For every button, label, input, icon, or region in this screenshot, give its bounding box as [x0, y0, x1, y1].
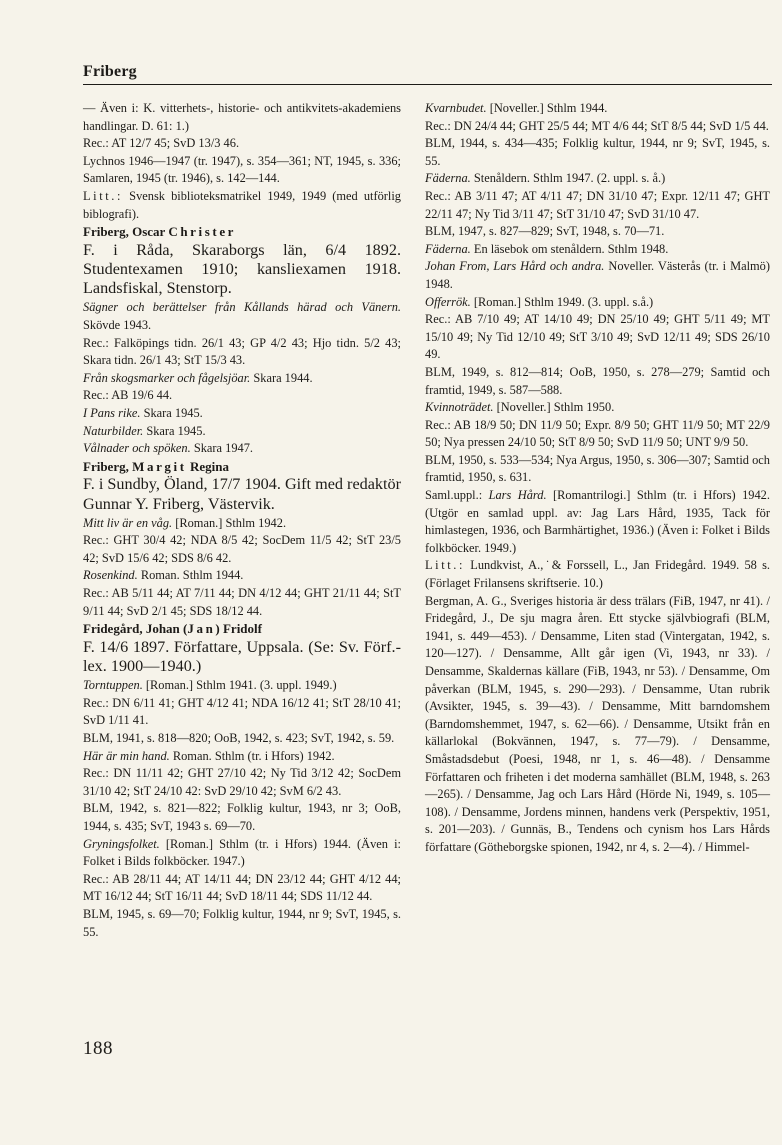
work-line — [83, 748, 401, 766]
work-details: Roman. Sthlm (tr. i Hfors) 1942. — [169, 748, 335, 763]
work-details: [Roman.] Sthlm 1942. — [172, 515, 287, 530]
literature-line: BLM, 1942, s. 821—822; Folklig kultur, 1943, nr 3; OoB, 1944, s. 435; SvT, 1943 s. 69—70. — [83, 801, 401, 834]
literature-line: BLM, 1945, s. 69—70; Folklig kultur, 1944, nr 9; SvT, 1945, s. 55. — [83, 906, 401, 939]
work-line — [83, 405, 401, 423]
work-line — [425, 258, 770, 293]
review-line: Rec.: GHT 30/4 42; NDA 8/5 42; SocDem 11/5 42; StT 23/5 42; SvD 15/6 42; SDS 8/6 42. — [83, 533, 401, 565]
entry-line: — Även i: K. vitterhets-, historie- och antikvitets-akademiens handlingar. D. 61: 1.) — [83, 101, 401, 133]
work-details: [Romantrilogi.] Sthlm (tr. i Hfors) 1942. (Utgör en samlad uppl. av: Jag Lars Hård, 1935, Tack för himlastegen, 1936, och Barmhärtighet, 1936.) (Även i: Folket i Bilds folkböcker. 1949.) — [425, 488, 770, 555]
author-name: Friberg, Oscar — [83, 224, 169, 240]
review-line: Rec.: Falköpings tidn. 26/1 43; GP 4/2 43; Hjo tidn. 5/2 43; Skara tidn. 26/1 43; StT 15/3 43. — [83, 335, 401, 368]
literature-line: BLM, 1950, s. 533—534; Nya Argus, 1950, s. 306—307; Samtid och framtid, 1950, s. 631. — [425, 452, 770, 485]
left-column — [83, 100, 401, 941]
work-details: [Noveller.] Sthlm 1944. — [486, 101, 608, 115]
work-details: Skara 1944. — [250, 370, 313, 385]
header-rule — [83, 84, 772, 85]
work-details: Skövde 1943. — [83, 317, 152, 332]
work-details: Roman. Sthlm 1944. — [137, 568, 244, 583]
literature-line: BLM, 1944, s. 434—435; Folklig kultur, 1944, nr 9; SvT, 1945, s. 55. — [425, 136, 770, 168]
page-number: 188 — [83, 1038, 113, 1059]
litt-text: Lundkvist, A.,˙& Forssell, L., Jan Fridegård. 1949. 58 s. (Förlaget Frilansens skriftserie. 10.) — [425, 558, 770, 591]
work-title: Kvarnbudet. — [425, 101, 487, 115]
author-heading — [83, 620, 401, 638]
author-bio: F. i Råda, Skaraborgs län, 6/4 1892. Studentexamen 1910; kansliexamen 1918. Landsfiskal, Stenstorp. — [83, 240, 401, 298]
work-line — [83, 836, 401, 871]
work-title: I Pans rike. — [83, 405, 141, 420]
literature-line: BLM, 1949, s. 812—814; OoB, 1950, s. 278—279; Samtid och framtid, 1949, s. 587—588. — [425, 364, 770, 397]
review-line: Rec.: AB 3/11 47; AT 4/11 47; DN 31/10 47; Expr. 12/11 47; GHT 22/11 47; Ny Tid 3/11 47; StT 31/10 47; SvD 31/10 47. — [425, 188, 770, 221]
review-line: Rec.: DN 11/11 42; GHT 27/10 42; Ny Tid 3/12 42; SocDem 31/10 42; StT 24/10 42: SvD 29/10 42; SvM 6/2 43. — [83, 766, 401, 798]
work-details: Skara 1947. — [190, 441, 254, 456]
work-line — [83, 423, 401, 441]
work-title: Fäderna. — [425, 241, 471, 256]
author-name-rest: ) Fridolf — [215, 621, 262, 637]
work-details: Stenåldern. Sthlm 1947. (2. uppl. s. å.) — [470, 171, 666, 186]
work-details: [Roman.] Sthlm 1941. (3. uppl. 1949.) — [142, 678, 337, 693]
review-line: Rec.: AT 12/7 45; SvD 13/3 46. — [83, 136, 240, 151]
work-line — [425, 241, 770, 259]
work-line — [425, 399, 770, 417]
literature-line: Lychnos 1946—1947 (tr. 1947), s. 354—361; NT, 1945, s. 336; Samlaren, 1945 (tr. 1946), s. 142—144. — [83, 153, 401, 186]
review-line: Rec.: AB 28/11 44; AT 14/11 44; DN 23/12 44; GHT 4/12 44; MT 16/12 44; StT 16/11 44; SvD 18/11 44; SDS 11/12 44. — [83, 871, 401, 904]
review-line: Rec.: DN 24/4 44; GHT 25/5 44; MT 4/6 44; StT 8/5 44; SvD 1/5 44. — [425, 118, 769, 133]
work-title: Gryningsfolket. — [83, 836, 160, 851]
literature-line: BLM, 1947, s. 827—829; SvT, 1948, s. 70—71. — [425, 224, 665, 239]
review-line: Rec.: AB 19/6 44. — [83, 388, 173, 403]
litt-label: Litt.: — [83, 188, 124, 203]
author-name-spaced: Margit — [132, 458, 187, 474]
work-title: Här är min hand. — [83, 748, 170, 763]
work-line — [83, 515, 401, 533]
litt-label: Litt.: — [425, 558, 466, 573]
author-bio: F. i Sundby, Öland, 17/7 1904. Gift med redaktör Gunnar Y. Friberg, Västervik. — [83, 475, 401, 513]
work-line — [425, 294, 770, 312]
work-title: Kvinnoträdet. — [425, 400, 494, 415]
work-title: Naturbilder. — [83, 423, 144, 438]
litt-text: Svensk biblioteksmatrikel 1949, 1949 (med utförlig biblografi). — [83, 188, 401, 221]
literature-line — [425, 557, 770, 592]
literature-line — [83, 188, 401, 223]
literature-line: BLM, 1941, s. 818—820; OoB, 1942, s. 423; SvT, 1942, s. 59. — [83, 731, 395, 746]
work-line — [83, 440, 401, 458]
work-title: Torntuppen. — [83, 678, 143, 693]
author-heading — [83, 223, 401, 241]
author-name-spaced: Jan — [187, 621, 216, 637]
work-details: Noveller. Västerås (tr. i Malmö) 1948. — [425, 259, 770, 291]
work-title: Offerrök. — [425, 294, 471, 309]
work-title: Lars Hård. — [488, 488, 547, 503]
author-bio: F. 14/6 1897. Författare, Uppsala. (Se: Sv. Förf.-lex. 1900—1940.) — [83, 637, 401, 676]
work-details: Skara 1945. — [143, 423, 206, 438]
author-name: Fridegård, Johan ( — [83, 621, 188, 637]
work-details: En läsebok om stenåldern. Sthlm 1948. — [470, 241, 669, 256]
article-list: Bergman, A. G., Sveriges historia är dess trälars (FiB, 1947, nr 41). / Fridegård, J., De sju magra åren. Ett stycke självbiografi (BLM, 1941, s. 449—453). / Densamme, Liten stad (Vintergatan, 1942, s. 120—127). / Densamme, Allt går igen (Vi, 1943, nr 33). / Densamme, Skaldernas källare (FiB, 1943, nr 53). / Densamme, Om påverkan (BLM, 1945, s. 290—293). / Densamme, Utan rubrik (Avsikter, 1945, s. 39—43). / Densamme, Mitt barndomshem (Barndomshemmet, 1947, s. 62—66). / Densamme, Utsikt från en källarlokal (Bokvännen, 1947, s. 77—79). / Densamme, Småstadsdebut (Poesi, 1948, nr 1, s. 46—48). / Densamme Författaren och friheten i det moderna samhället (BLM, 1948, s. 263—265). / Densamme, Jag och Lars Hård (Hörde Ni, 1949, s. 105—108). / Densamme, Jordens minnen, handens verk (Perspektiv, 1951, s. 201—203). / Gunnäs, B., Tendens och cynism hos Lars Hårds författare (Götheborgske spionen, 1942, nr 4, s. 2—4). / Himmel- — [425, 593, 770, 854]
work-details: [Roman.] Sthlm (tr. i Hfors) 1944. (Även i: Folket i Bilds folkböcker. 1947.) — [83, 836, 401, 869]
author-heading — [83, 458, 401, 476]
work-details: [Roman.] Sthlm 1949. (3. uppl. s.å.) — [470, 294, 654, 309]
review-line: Rec.: AB 7/10 49; AT 14/10 49; DN 25/10 49; GHT 5/11 49; MT 15/10 49; Ny Tid 12/10 49; StT 3/10 49; SvD 12/11 49; SDS 26/10 49. — [425, 312, 770, 362]
review-line: Rec.: AB 18/9 50; DN 11/9 50; Expr. 8/9 50; GHT 11/9 50; MT 22/9 50; Nya pressen 24/10 50; StT 8/9 50; SvD 11/9 50; UNT 9/9 50. — [425, 417, 770, 450]
right-column — [425, 100, 770, 857]
running-head: Friberg — [83, 63, 137, 80]
collected-edition — [425, 487, 770, 557]
work-details: [Noveller.] Sthlm 1950. — [493, 400, 615, 415]
collected-label: Saml.uppl.: — [425, 488, 489, 503]
work-title: Sägner och berättelser från Kållands härad och Vänern. — [83, 300, 401, 315]
work-line — [425, 170, 770, 188]
work-title: Mitt liv är en våg. — [83, 515, 173, 530]
work-line — [83, 370, 401, 388]
work-title: Rosenkind. — [83, 568, 138, 583]
author-name-rest: Regina — [186, 458, 229, 474]
review-line: Rec.: DN 6/11 41; GHT 4/12 41; NDA 16/12 41; StT 28/10 41; SvD 1/11 41. — [83, 695, 401, 728]
review-line: Rec.: AB 5/11 44; AT 7/11 44; DN 4/12 44; GHT 21/11 44; StT 9/11 44; SvD 2/1 45; SDS 18/12 44. — [83, 586, 401, 618]
work-title: Från skogsmarker och fågelsjöar. — [83, 370, 251, 385]
work-line — [425, 100, 770, 118]
work-title: Johan From, Lars Hård och andra. — [425, 259, 605, 274]
work-line — [83, 567, 401, 585]
work-details: Skara 1945. — [140, 405, 203, 420]
author-name: Friberg, — [83, 458, 133, 474]
work-line — [83, 677, 401, 695]
work-line — [83, 299, 401, 334]
work-title: Fäderna. — [425, 171, 471, 186]
author-name-spaced: Christer — [168, 224, 237, 240]
work-title: Vålnader och spöken. — [83, 441, 191, 456]
